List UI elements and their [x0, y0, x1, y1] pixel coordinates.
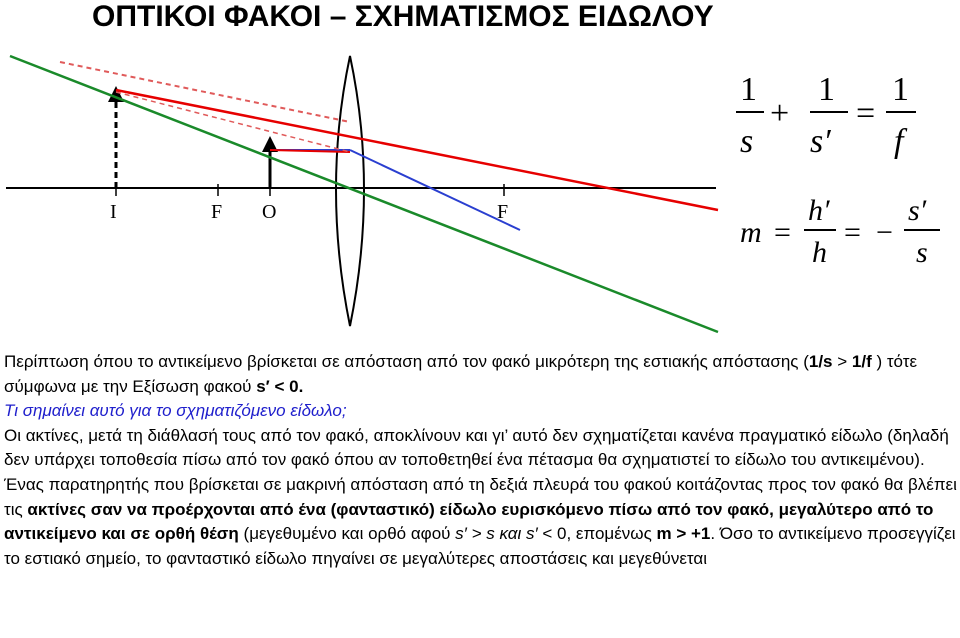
- lens-equation: [736, 71, 916, 160]
- eq2-equals: =: [774, 216, 791, 249]
- label-image: I: [110, 201, 117, 223]
- eq1-term3-den: f: [894, 123, 904, 160]
- eq1-term1-den: s: [740, 123, 754, 160]
- eq2-frac2-den: s: [916, 236, 928, 269]
- eq1-term1-num: 1: [740, 71, 757, 108]
- lens-ray-diagram: [0, 40, 720, 340]
- eq1-term3-num: 1: [892, 71, 909, 108]
- ray-blue-refracted: [350, 150, 520, 230]
- eq1-equals: =: [856, 95, 876, 132]
- eq2-frac1-den: h: [812, 236, 827, 269]
- eq2-equals-2: =: [844, 216, 861, 249]
- ray-red: [116, 90, 718, 210]
- convex-lens: [336, 56, 364, 326]
- lens-equations: [730, 70, 954, 270]
- eq2-frac1-num: h′: [808, 194, 830, 227]
- explanation-text: [4, 350, 958, 571]
- magnification-equation: [740, 194, 940, 269]
- paragraph-case: Περίπτωση όπου το αντικείμενο βρίσκεται σε απόσταση από τον φακό μικρότερη της εστιακής απόστασης (1/s > 1/f ) τότε σύμφωνα με την Εξίσωση φακού s′ < 0.: [4, 352, 918, 396]
- eq1-term2-den: s′: [810, 123, 831, 160]
- eq2-m: m: [740, 216, 762, 249]
- eq1-plus: +: [770, 95, 790, 132]
- eq2-frac2-num: s′: [908, 194, 927, 227]
- eq1-term2-num: 1: [818, 71, 835, 108]
- question-line: Τι σημαίνει αυτό για το σχηματιζόμενο είδωλο;: [4, 401, 347, 421]
- label-focal-right: F: [497, 201, 509, 223]
- label-center: O: [262, 201, 277, 223]
- page-title: ΟΠΤΙΚΟΙ ΦΑΚΟΙ – ΣΧΗΜΑΤΙΣΜΟΣ ΕΙΔΩΛΟΥ: [92, 0, 714, 33]
- paragraph-answer: Οι ακτίνες, μετά τη διάθλασή τους από τον φακό, αποκλίνουν και γι’ αυτό δεν σχηματίζεται κανένα πραγματικό είδωλο (δηλαδή δεν υπάρχει τοποθεσία πίσω από τον φακό όπου αν τοποθετηθεί ένα πέτασμα θα σχηματιστεί το είδωλο του αντικειμένου). Ένας παρατηρητής που βρίσκεται σε μακρινή απόσταση από τη δεξιά πλευρά του φακού κοιτάζοντας προς τον φακό θα βλέπει τις ακτίνες σαν να προέρχονται από ένα (φανταστικό) είδωλο ευρισκόμενο πίσω από τον φακό, μεγαλύτερο από το αντικείμενο και σε ορθή θέση (μεγεθυμένο και ορθό αφού s′ > s και s′ < 0, επομένως m > +1. Όσο το αντικείμενο προσεγγίζει το εστιακό σημείο, το φανταστικό είδωλο πηγαίνει σε μεγαλύτερες αποστάσεις και μεγεθύνεται: [4, 425, 957, 568]
- label-focal-left: F: [211, 201, 223, 223]
- eq2-minus: −: [876, 216, 893, 249]
